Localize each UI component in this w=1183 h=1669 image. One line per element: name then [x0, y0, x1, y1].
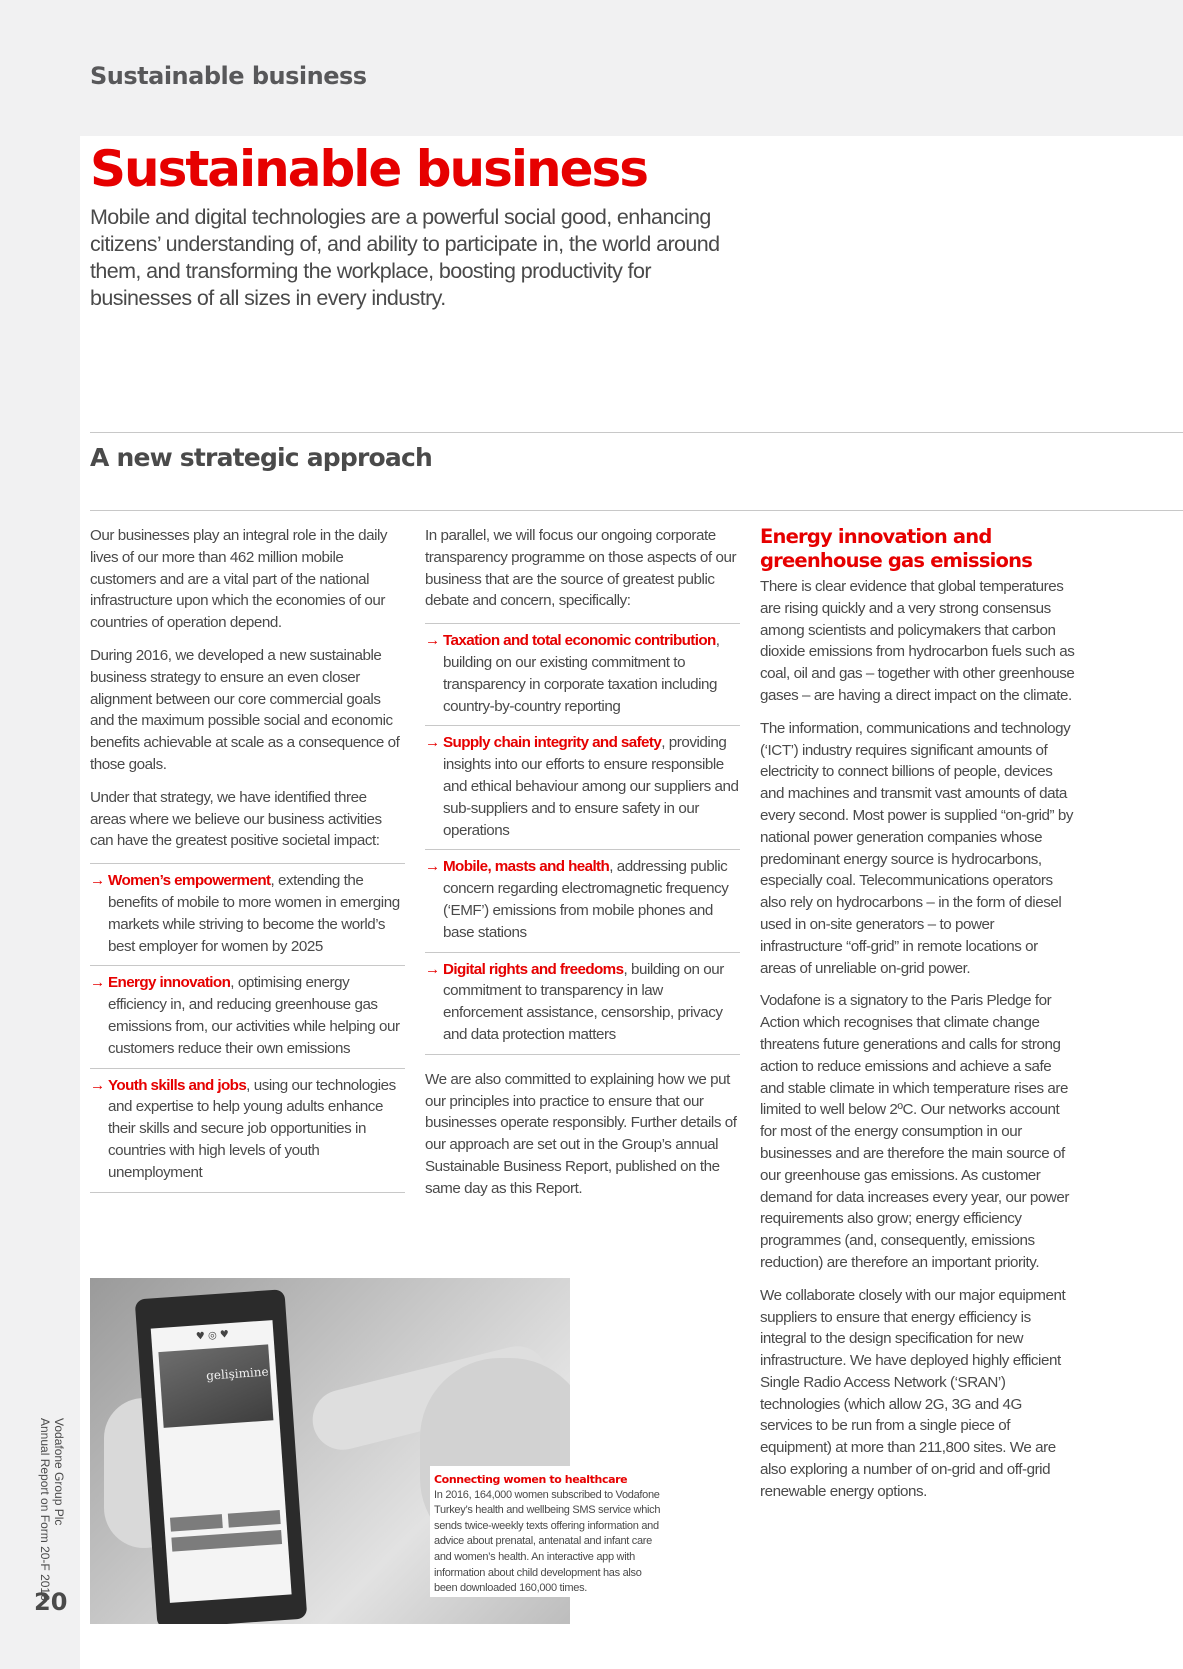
company-name: Vodafone Group Plc	[52, 1418, 66, 1526]
section-heading: A new strategic approach	[90, 443, 432, 472]
list-item	[90, 966, 405, 1068]
divider	[90, 432, 1183, 433]
item-text: , providing insights into our efforts to ensure responsible and ethical behaviour among our suppliers and sub-suppliers and to ensure safety in our operations	[443, 734, 739, 839]
arrow-right-icon: →	[425, 734, 440, 752]
page-number: 20	[34, 1588, 68, 1616]
column-1	[90, 525, 405, 1207]
caption-body: In 2016, 164,000 women subscribed to Vodafone Turkey’s health and wellbeing SMS service which sends twice-weekly texts offering information and advice about prenatal, antenatal and infant care and women’s health. An interactive app with information about child development has also been downloaded 160,000 times.	[434, 1488, 661, 1595]
phone-illustration	[135, 1289, 308, 1624]
paragraph: Vodafone is a signatory to the Paris Pledge for Action which recognises that climate change threatens future generations and calls for strong action to reduce emissions and achieve a safe and stable climate in which temperature rises are limited to well below 2ºC. Our networks account for most of the energy consumption in our businesses and are therefore the main source of our greenhouse gas emissions. As customer demand for data increases every year, our power requirements also grow; energy efficiency programmes (and, consequently, emissions reduction) are therefore an important priority.	[760, 992, 1069, 1271]
item-highlight: Digital rights and freedoms	[443, 960, 624, 978]
app-button	[170, 1514, 223, 1532]
arrow-right-icon: →	[90, 974, 105, 992]
arrow-right-icon: →	[425, 858, 440, 876]
paragraph: There is clear evidence that global temperatures are rising quickly and a very strong consensus among scientists and policymakers that carbon dioxide emissions from hydrocarbon fuels such as coal, oil and gas – together with other greenhouse gases – are having a direct impact on the climate.	[760, 578, 1075, 704]
paragraph: We are also committed to explaining how we put our principles into practice to ensure that our businesses operate responsibly. Further details of our approach are set out in the Group’s annual Sustainable Business Report, published on the same day as this Report.	[425, 1070, 737, 1197]
photo-caption	[430, 1466, 664, 1597]
item-text: , addressing public concern regarding electromagnetic frequency (‘EMF’) emissions from mobile phones and base stations	[443, 858, 729, 941]
intro-paragraph: Mobile and digital technologies are a powerful social good, enhancing citizens’ understanding of, and ability to participate in, the world around them, and transforming the workplace, boosting productivity for businesses of all sizes in every industry.	[90, 205, 720, 310]
paragraph: Under that strategy, we have identified three areas where we believe our business activities can have the greatest positive societal impact:	[90, 788, 382, 850]
arrow-right-icon: →	[90, 872, 105, 890]
arrow-right-icon: →	[425, 632, 440, 650]
list-item	[425, 850, 740, 952]
app-hero-image	[158, 1344, 273, 1427]
app-button	[228, 1510, 281, 1528]
paragraph: In parallel, we will focus our ongoing corporate transparency programme on those aspects of our business that are the source of greatest public debate and concern, specifically:	[425, 527, 737, 610]
item-highlight: Women’s empowerment	[108, 872, 271, 890]
item-highlight: Energy innovation	[108, 974, 231, 992]
list-item	[90, 864, 405, 966]
item-highlight: Supply chain integrity and safety	[443, 734, 662, 752]
app-logo: ♥ ◎ ♥	[195, 1329, 230, 1343]
report-name: Annual Report on Form 20-F 2016	[38, 1418, 52, 1601]
paragraph: We collaborate closely with our major equipment suppliers to ensure that energy efficiency is integral to the design specification for new infrastructure. We have deployed highly efficient Single Radio Access Network (‘SRAN’) technologies (which allow 2G, 3G and 4G services to be run from a single piece of equipment) at more than 211,800 sites. We are also exploring a number of on-grid and off-grid renewable energy options.	[760, 1286, 1066, 1500]
column-2	[425, 525, 740, 1211]
item-text: , building on our existing commitment to transparency in corporate taxation including country-by-country reporting	[443, 632, 720, 715]
item-text: , using our technologies and expertise to help young adults enhance their skills and secure job opportunities in countries with high levels of youth unemployment	[108, 1076, 396, 1181]
item-text: , extending the benefits of mobile to more women in emerging markets while striving to become the world’s best employer for women by 2025	[108, 872, 400, 955]
phone-screen	[151, 1320, 292, 1603]
paragraph: The information, communications and technology (‘ICT’) industry requires significant amounts of electricity to connect billions of people, devices and machines and transmit vast amounts of data every second. Most power is supplied “on-grid” by national power generation companies whose predominant energy source is hydrocarbons, especially coal. Telecommunications operators also rely on hydrocarbons – in the form of diesel used in on-site generators – to power infrastructure “off-grid” in remote locations or areas of unreliable on-grid power.	[760, 719, 1074, 977]
column-heading: Energy innovation and greenhouse gas emissions	[760, 525, 1033, 572]
item-highlight: Taxation and total economic contribution	[443, 632, 716, 650]
arrow-right-icon: →	[425, 960, 440, 978]
divider	[90, 510, 1183, 511]
column-3	[760, 525, 1075, 1514]
list-item	[425, 953, 740, 1055]
app-hero-word: gelişimine	[205, 1364, 270, 1383]
transparency-list	[425, 623, 740, 1055]
item-highlight: Youth skills and jobs	[108, 1076, 247, 1094]
impact-areas-list	[90, 863, 405, 1192]
list-item	[425, 624, 740, 726]
list-item	[425, 726, 740, 850]
paragraph: Our businesses play an integral role in the daily lives of our more than 462 million mobile customers and are a vital part of the national infrastructure upon which the economies of our countries of operation depend.	[90, 527, 388, 632]
item-text: , building on our commitment to transparency in law enforcement assistance, censorship, privacy and data protection matters	[443, 960, 724, 1043]
app-button	[171, 1530, 282, 1552]
caption-title: Connecting women to healthcare	[434, 1473, 628, 1486]
item-highlight: Mobile, masts and health	[443, 858, 610, 876]
list-item	[90, 1069, 405, 1193]
item-text: , optimising energy efficiency in, and reducing greenhouse gas emissions from, our activities while helping our customers reduce their own emissions	[108, 974, 400, 1057]
page-title: Sustainable business	[90, 140, 648, 198]
paragraph: During 2016, we developed a new sustainable business strategy to ensure an even closer alignment between our core commercial goals and the maximum possible social and economic benefits achievable at scale as a consequence of those goals.	[90, 646, 400, 773]
section-label: Sustainable business	[90, 62, 367, 90]
arrow-right-icon: →	[90, 1076, 105, 1094]
